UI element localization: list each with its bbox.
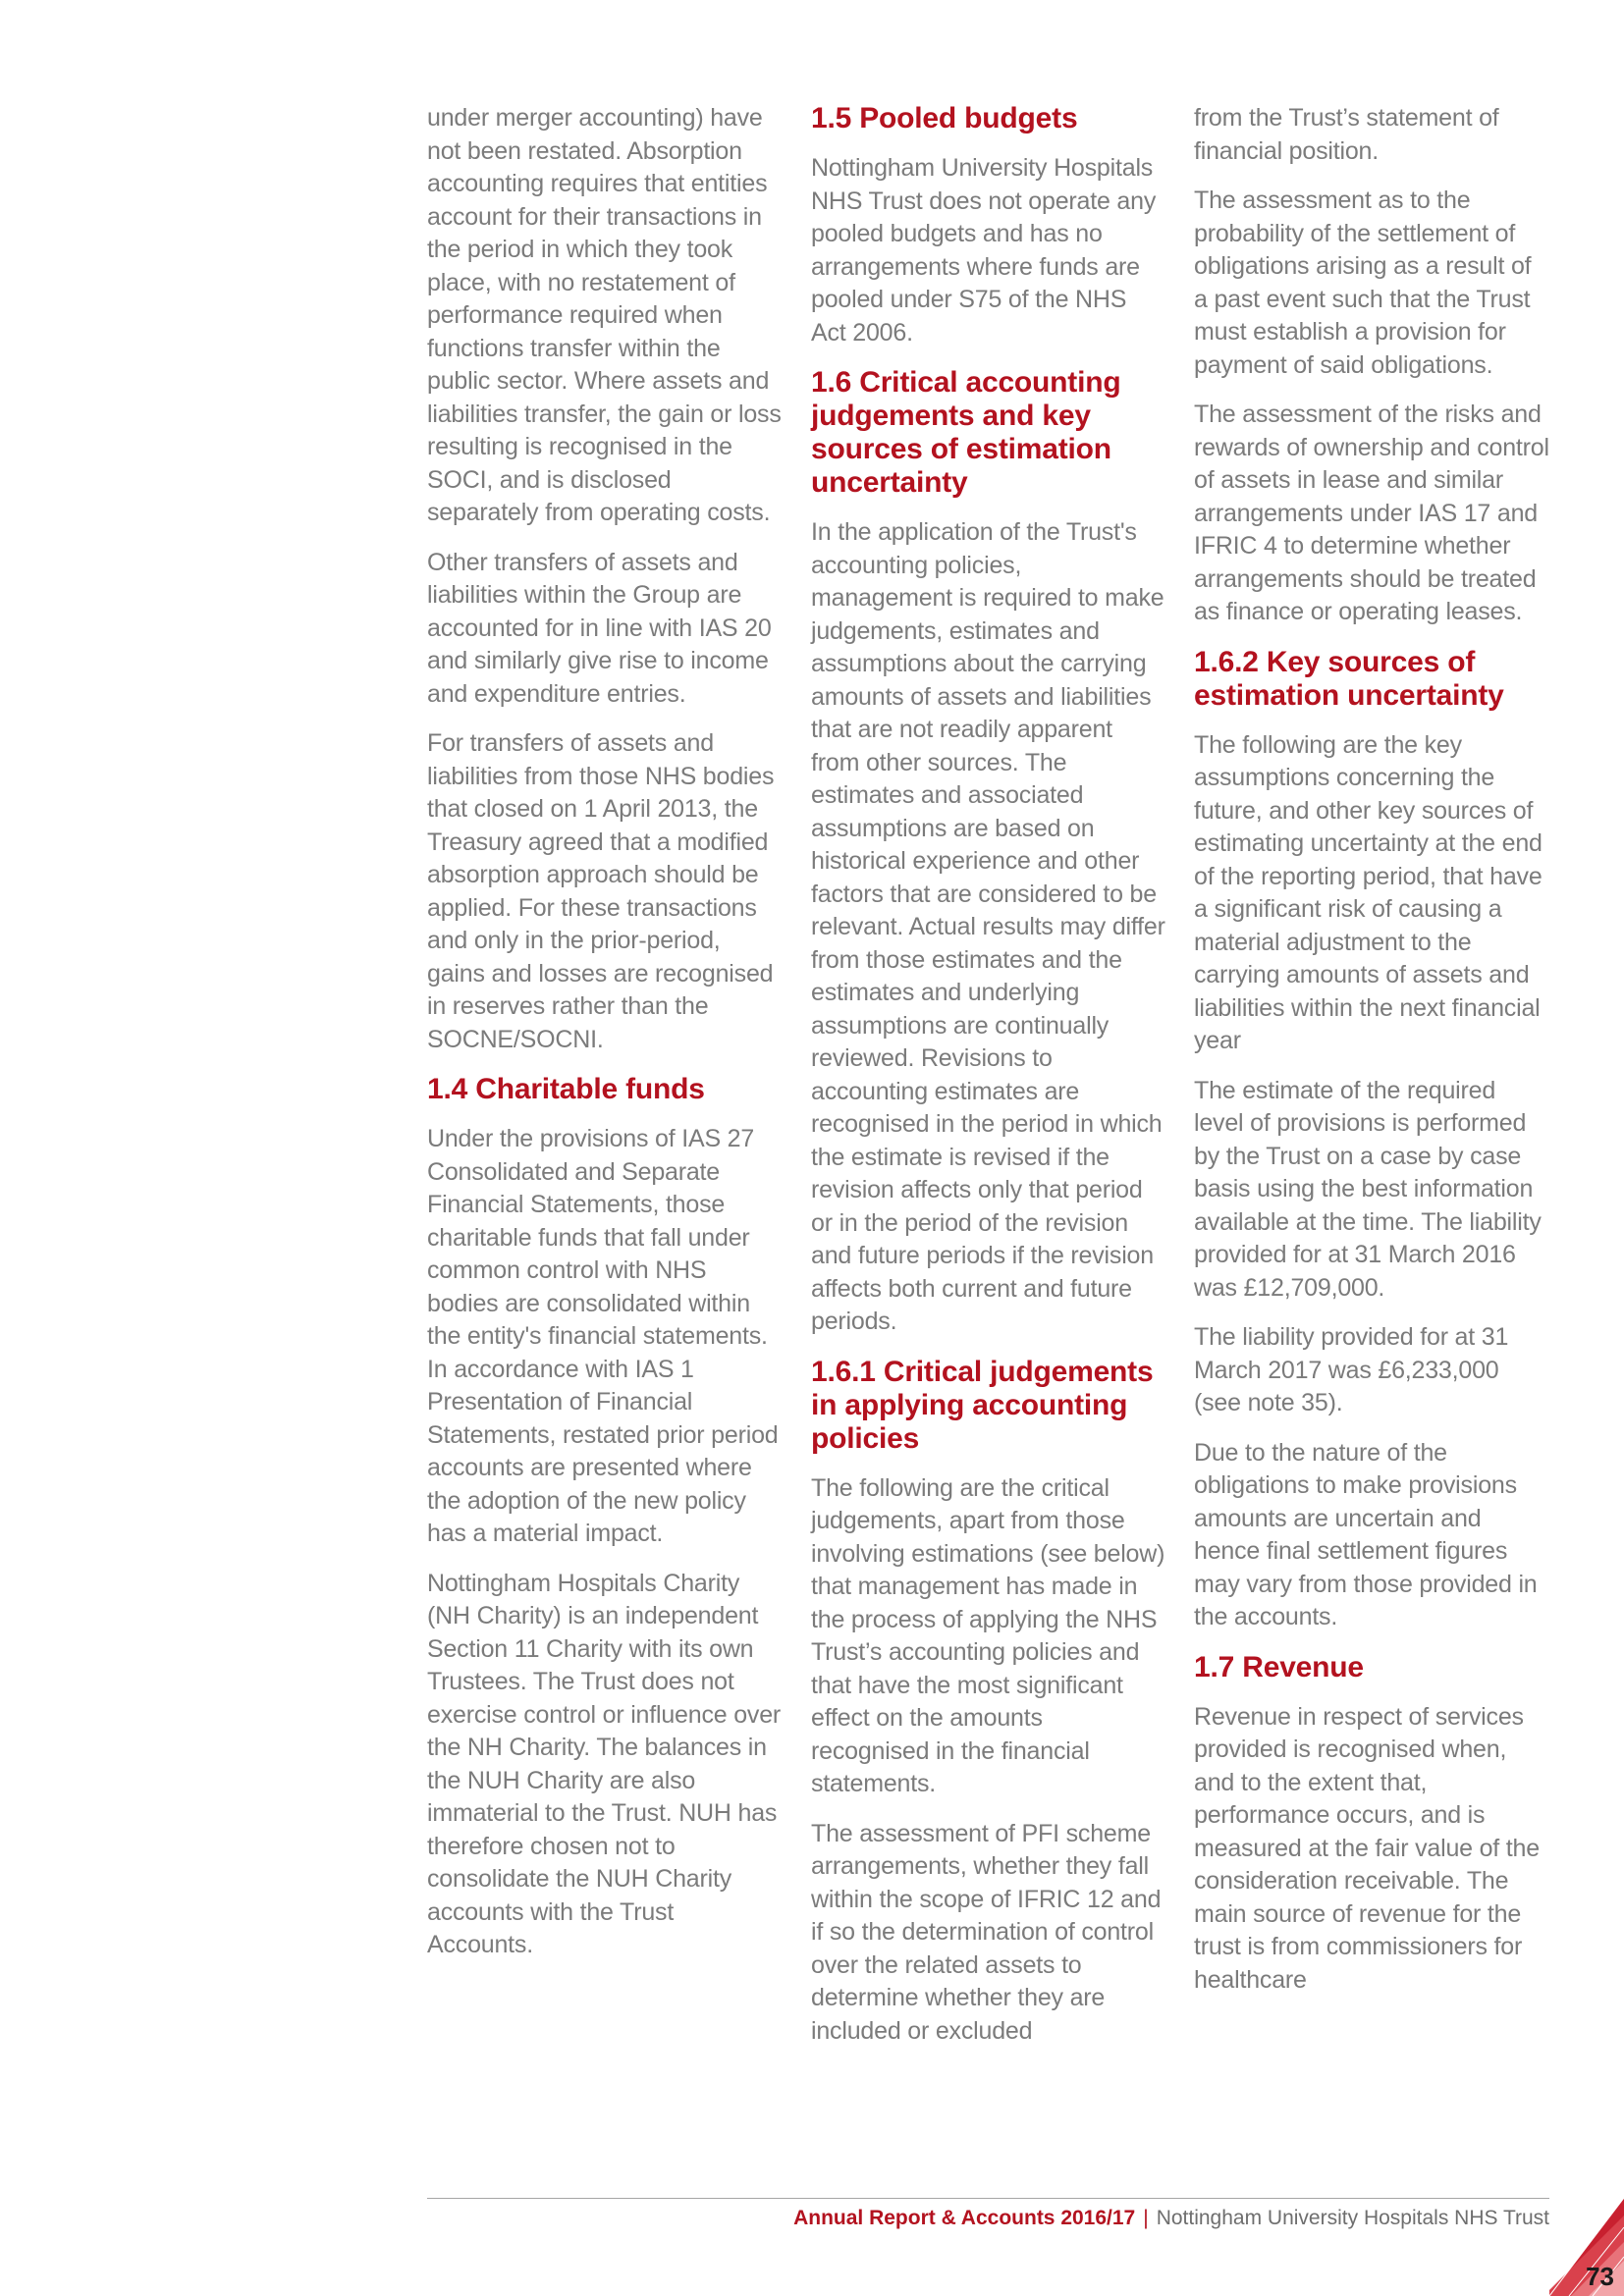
footer-report-title: Annual Report & Accounts 2016/17 <box>793 2207 1136 2229</box>
column-middle <box>811 102 1166 2064</box>
paragraph-critical-judgements: The following are the critical judgements, apart from those involving estimations (see below) that management has made in the process of applying the NHS Trust’s accounting policies and that have the most significant effect on the amounts recognised in the financial statements. <box>811 1473 1165 1797</box>
heading-revenue: 1.7 Revenue <box>1194 1650 1364 1683</box>
paragraph-provisions-uncertain: Due to the nature of the obligations to make provisions amounts are uncertain and hence final settlement figures may vary from those provided in the accounts. <box>1194 1438 1538 1630</box>
heading-critical-judgements: 1.6.1 Critical judgements in applying accounting policies <box>811 1355 1154 1455</box>
paragraph-key-assumptions: The following are the key assumptions concerning the future, and other key sources of estimating uncertainty at the end of the reporting period, that have a significant risk of causing a material adjustment to the carrying amounts of assets and liabilities within the next financial year <box>1194 730 1543 1054</box>
paragraph-accounting-policies: In the application of the Trust's accounting policies, management is required to make judgements, estimates and assumptions about the carrying amounts of assets and liabilities that are not readily apparent from other sources. The estimates and associated assumptions are based on historical experience and other factors that are considered to be relevant. Actual results may differ from those estimates and the estimates and underlying assumptions are continually reviewed. Revisions to accounting estimates are recognised in the period in which the estimate is revised if the revision affects only that period or in the period of the revision and future periods if the revision affects both current and future periods. <box>811 518 1165 1335</box>
footer-separator: | <box>1143 2207 1149 2229</box>
paragraph-other-transfers: Other transfers of assets and liabilities within the Group are accounted for in line with IAS 20 and similarly give rise to income and expenditure entries. <box>427 548 772 708</box>
paragraph-pooled-budgets: Nottingham University Hospitals NHS Trust does not operate any pooled budgets and has no arrangements where funds are pooled under S75 of the NHS Act 2006. <box>811 154 1157 347</box>
paragraph-revenue: Revenue in respect of services provided is recognised when, and to the extent that, performance occurs, and is measured at the fair value of the consideration receivable. The main source of revenue for the trust is from commissioners for healthcare <box>1194 1702 1540 1994</box>
column-left <box>427 102 783 1979</box>
footer-divider <box>427 2198 1549 2199</box>
heading-key-sources-estimation: 1.6.2 Key sources of estimation uncertainty <box>1194 645 1504 712</box>
column-right <box>1194 102 1549 2013</box>
page-number: 73 <box>1586 2262 1614 2291</box>
paragraph-ias-27: Under the provisions of IAS 27 Consolidated and Separate Financial Statements, those charitable funds that fall under common control with NHS bodies are consolidated within the entity's financial statements. In accordance with IAS 1 Presentation of Financial Statements, restated prior period accounts are presented where the adoption of the new policy has a material impact. <box>427 1125 779 1547</box>
heading-critical-accounting-judgements: 1.6 Critical accounting judgements and key sources of estimation uncertainty <box>811 366 1121 499</box>
paragraph-nh-charity: Nottingham Hospitals Charity (NH Charity) is an independent Section 11 Charity with its own Trustees. The Trust does not exercise control or influence over the NH Charity. The balances in the NUH Charity are also immaterial to the Trust. NUH has therefore chosen not to consolidate the NUH Charity accounts with the Trust Accounts. <box>427 1569 782 1958</box>
footer-organisation: Nottingham University Hospitals NHS Trust <box>1156 2207 1549 2229</box>
page-footer <box>793 2205 1549 2232</box>
paragraph-lease-assessment: The assessment of the risks and rewards of ownership and control of assets in lease and similar arrangements under IAS 17 and IFRIC 4 to determine whether arrangements should be treated as finance or operating leases. <box>1194 400 1549 625</box>
paragraph-pfi-assessment: The assessment of PFI scheme arrangements, whether they fall within the scope of IFRIC 12 and if so the determination of control over the related assets to determine whether they are included or excluded <box>811 1819 1162 2045</box>
paragraph-liability-2017: The liability provided for at 31 March 2017 was £6,233,000 (see note 35). <box>1194 1323 1509 1416</box>
heading-charitable-funds: 1.4 Charitable funds <box>427 1073 705 1105</box>
heading-pooled-budgets: 1.5 Pooled budgets <box>811 102 1078 134</box>
paragraph-provisions-estimate: The estimate of the required level of provisions is performed by the Trust on a case by case basis using the best information available at the time. The liability provided for at 31 March 2016 was £12,709,000. <box>1194 1076 1542 1302</box>
paragraph-merger-accounting: under merger accounting) have not been restated. Absorption accounting requires that entities account for their transactions in the period in which they took place, with no restatement of performance required when functions transfer within the public sector. Where assets and liabilities transfer, the gain or loss resulting is recognised in the SOCI, and is disclosed separately from operating costs. <box>427 104 782 526</box>
paragraph-nhs-bodies-transfers: For transfers of assets and liabilities from those NHS bodies that closed on 1 April 2013, the Treasury agreed that a modified absorption approach should be applied. For these transactions and only in the prior-period, gains and losses are recognised in reserves rather than the SOCNE/SOCNI. <box>427 729 775 1053</box>
paragraph-financial-position: from the Trust’s statement of financial position. <box>1194 104 1499 165</box>
paragraph-settlement-probability: The assessment as to the probability of the settlement of obligations arising as a result of a past event such that the Trust must establish a provision for payment of said obligations. <box>1194 187 1532 379</box>
